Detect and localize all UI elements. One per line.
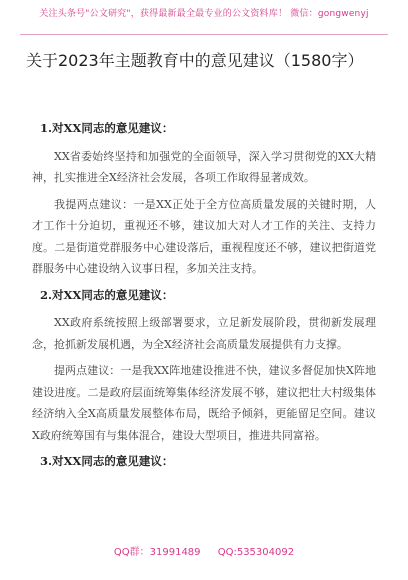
document-body (32, 118, 376, 479)
footer-qq-group: QQ群：31991489 (113, 547, 201, 558)
section-heading: 2.对XX同志的意见建议： (40, 287, 174, 302)
section-2 (32, 285, 376, 447)
header-banner: 关注头条号"公文研究"，获得最新最全最专业的公文资料库！ 微信：gongwenyj (39, 9, 369, 19)
section-1 (32, 118, 376, 280)
paragraph: XX政府系统按照上级部署要求，立足新发展阶段，贯彻新发展理念，抢抓新发展机遇，为全X经济社会高质量发展提供有力支撑。 (32, 316, 376, 351)
paragraph: 提两点建议：一是我XX阵地建设推进不快，建议多督促加快X阵地建设进度。二是政府层面统筹集体经济发展不够，建议把壮大村级集体经济纳入全X高质量发展整体布局，既给予倾斜，更能留足空间。建议X政府统筹国有与集体混合，建设大型项目，推进共同富裕。 (32, 364, 376, 442)
section-3 (32, 451, 376, 473)
paragraph: 我提两点建议：一是XX正处于全方位高质量发展的关键时期，人才工作十分迫切，重视还不够，建议加大对人才工作的关注、支持力度。二是街道党群服务中心建设落后，重视程度还不够，建议把街道党群服务中心建设纳入议事日程，多加关注支持。 (32, 197, 376, 275)
section-heading: 1.对XX同志的意见建议： (40, 121, 174, 135)
section-heading: 3.对XX同志的意见建议： (40, 454, 174, 468)
paragraph: XX省委始终坚持和加强党的全面领导，深入学习贯彻党的XX大精神，扎实推进全X经济社会发展，各项工作取得显著成效。 (32, 149, 376, 184)
footer-contact (0, 543, 408, 558)
header-divider (20, 34, 388, 35)
footer-qq-number: QQ:535304092 (217, 547, 295, 558)
document-title: 关于2023年主题教育中的意见建议（1580字） (26, 51, 364, 70)
